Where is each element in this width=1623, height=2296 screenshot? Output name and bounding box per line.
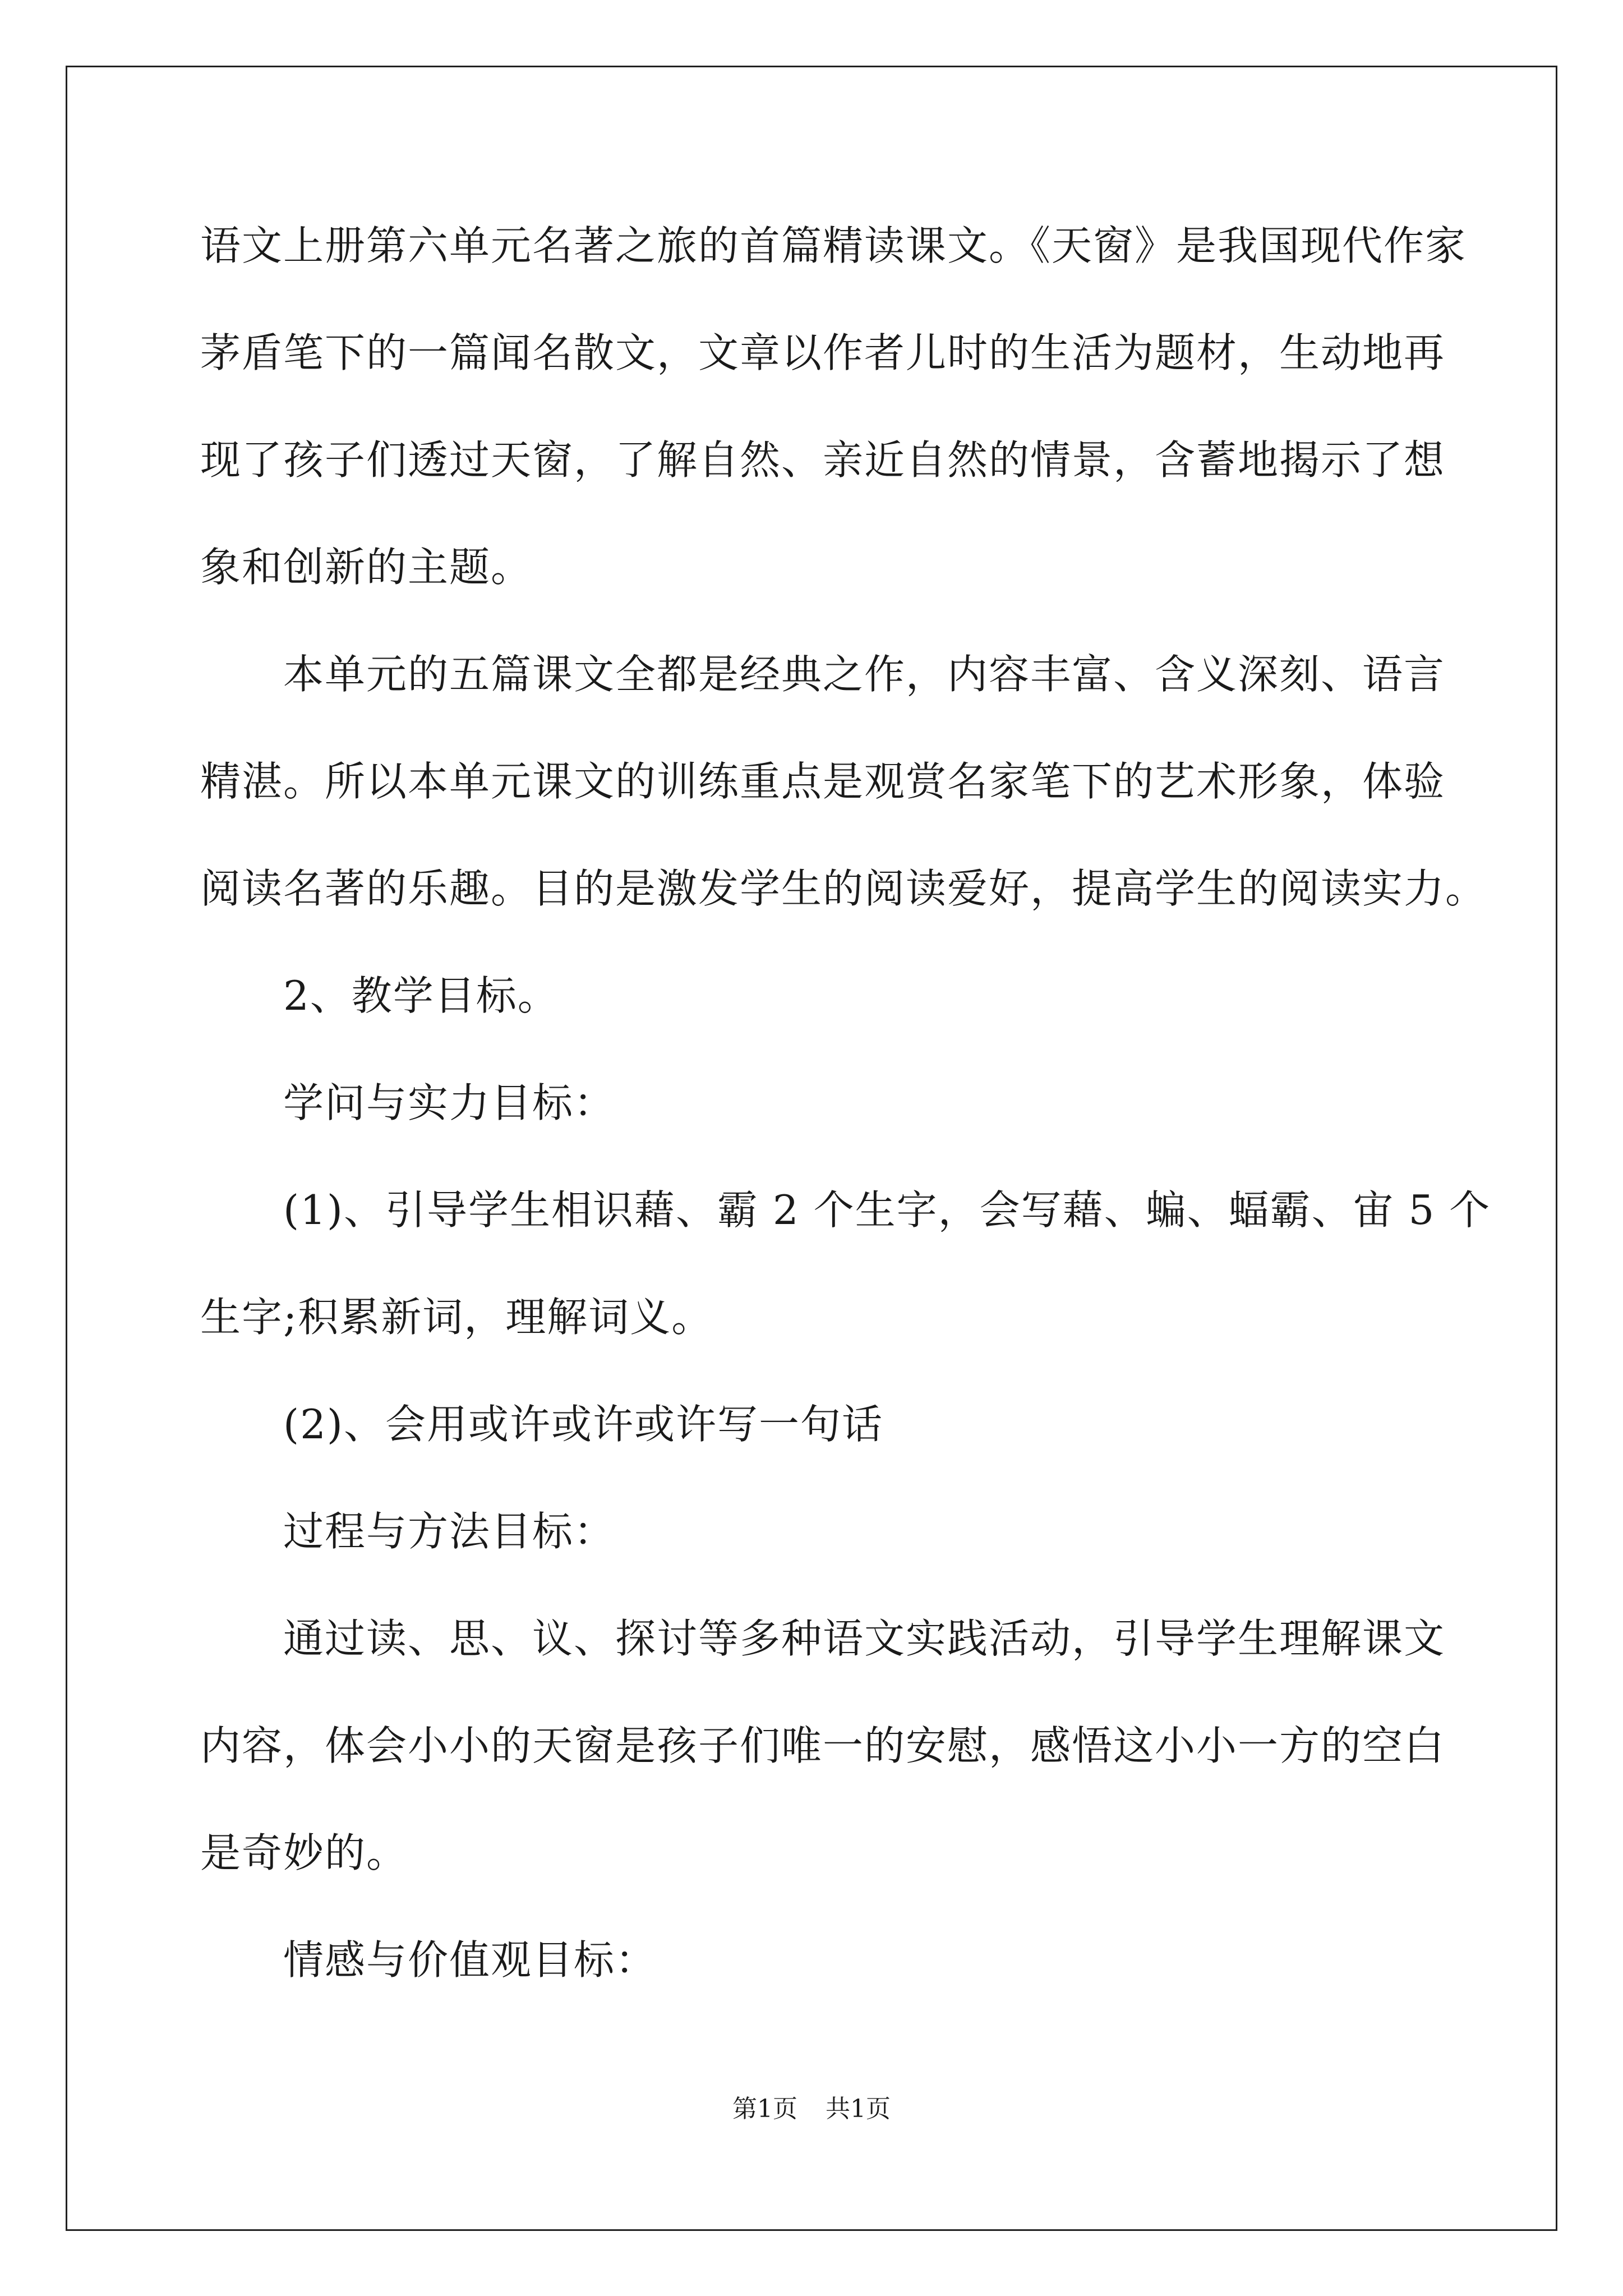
subsection-heading: 情感与价值观目标： (283, 1936, 657, 1984)
text-line: 阅读名著的乐趣。目的是激发学生的阅读爱好，提高学生的阅读实力。 (200, 865, 1487, 912)
text-line: 本单元的五篇课文全都是经典之作，内容丰富、含义深刻、语言 (283, 651, 1446, 698)
text-line: 精湛。所以本单元课文的训练重点是观赏名家笔下的艺术形象，体验 (200, 758, 1446, 805)
text-line: 现了孩子们透过天窗，了解自然、亲近自然的情景，含蓄地揭示了想 (200, 436, 1446, 484)
document-body (200, 215, 1491, 2036)
page-number: 第1页 (732, 2095, 797, 2123)
text-line: 是奇妙的。 (200, 1829, 408, 1876)
text-line: 通过读、思、议、探讨等多种语文实践活动，引导学生理解课文 (283, 1615, 1446, 1662)
text-line: 茅盾笔下的一篇闻名散文，文章以作者儿时的生活为题材，生动地再 (200, 329, 1446, 376)
subsection-heading: 学问与实力目标： (283, 1079, 616, 1126)
text-line: 象和创新的主题。 (200, 544, 533, 591)
text-line: 语文上册第六单元名著之旅的首篇精读课文。《天窗》是我国现代作家 (200, 222, 1467, 269)
text-line: 内容，体会小小的天窗是孩子们唯一的安慰，感悟这小小一方的空白 (200, 1722, 1446, 1769)
text-line: 生字;积累新词，理解词义。 (200, 1294, 713, 1341)
page-total: 共1页 (826, 2095, 891, 2123)
page-footer (0, 2092, 1623, 2126)
section-heading: 2、教学目标。 (283, 972, 559, 1019)
text-line: (2)、会用或许或许或许写一句话 (283, 1401, 883, 1448)
text-line: (1)、引导学生相识藉、霸 2 个生字，会写藉、蝙、蝠霸、宙 5 个 (283, 1186, 1491, 1234)
subsection-heading: 过程与方法目标： (283, 1508, 616, 1555)
